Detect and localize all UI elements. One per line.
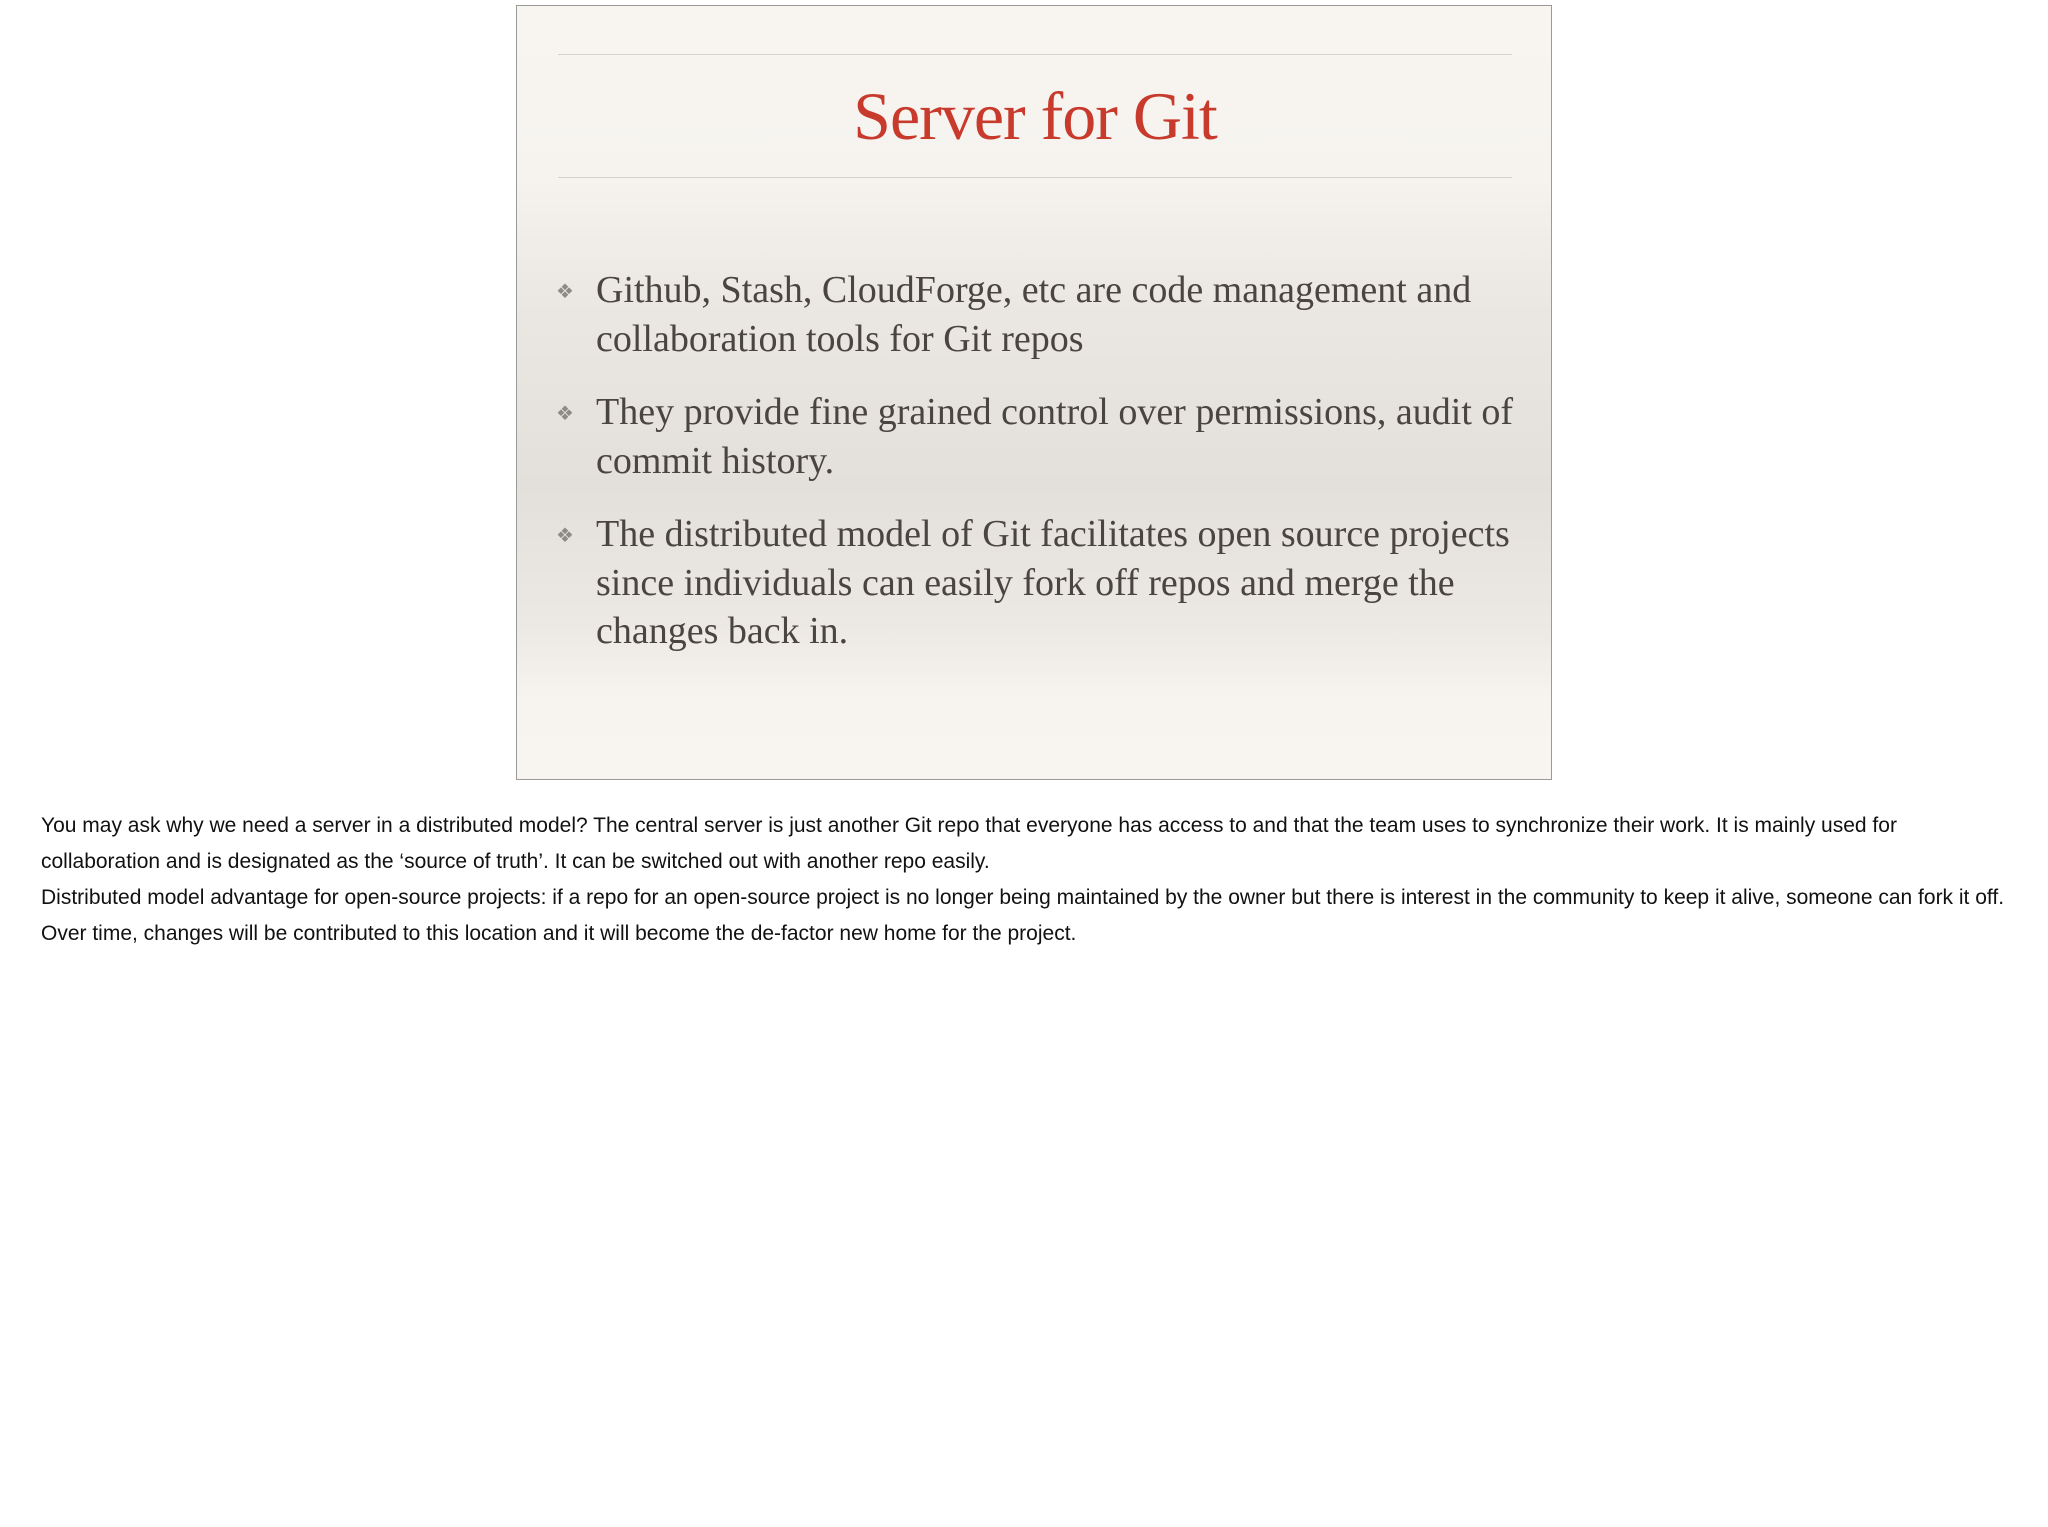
fleuron-bullet-icon: ❖ xyxy=(556,279,574,303)
bullet-list xyxy=(556,266,1516,681)
title-bottom-rule xyxy=(558,177,1512,178)
title-top-rule xyxy=(558,54,1512,55)
notes-paragraph: Distributed model advantage for open-source projects: if a repo for an open-source project is no longer being maintained by the owner but there is interest in the community to keep it alive, someone can fork it off. Over time, changes will be contributed to this location and it will become the de-factor new home for the project. xyxy=(41,886,2005,945)
bullet-item xyxy=(556,266,1516,363)
bullet-item xyxy=(556,510,1516,656)
slide-title: Server for Git xyxy=(853,78,1217,154)
bullet-item xyxy=(556,388,1516,485)
notes-paragraph: You may ask why we need a server in a distributed model? The central server is just another Git repo that everyone has access to and that the team uses to synchronize their work. It is mainly used for collaboration and is designated as the ‘source of truth’. It can be switched out with another repo easily. xyxy=(41,814,1897,873)
bullet-text: Github, Stash, CloudForge, etc are code management and collaboration tools for Git repos xyxy=(596,269,1472,360)
slide xyxy=(516,5,1552,780)
bullet-text: They provide fine grained control over permissions, audit of commit history. xyxy=(596,391,1514,482)
fleuron-bullet-icon: ❖ xyxy=(556,401,574,425)
fleuron-bullet-icon: ❖ xyxy=(556,523,574,547)
bullet-text: The distributed model of Git facilitates open source projects since individuals can easily fork off repos and merge the changes back in. xyxy=(596,513,1510,652)
speaker-notes xyxy=(41,808,2016,952)
